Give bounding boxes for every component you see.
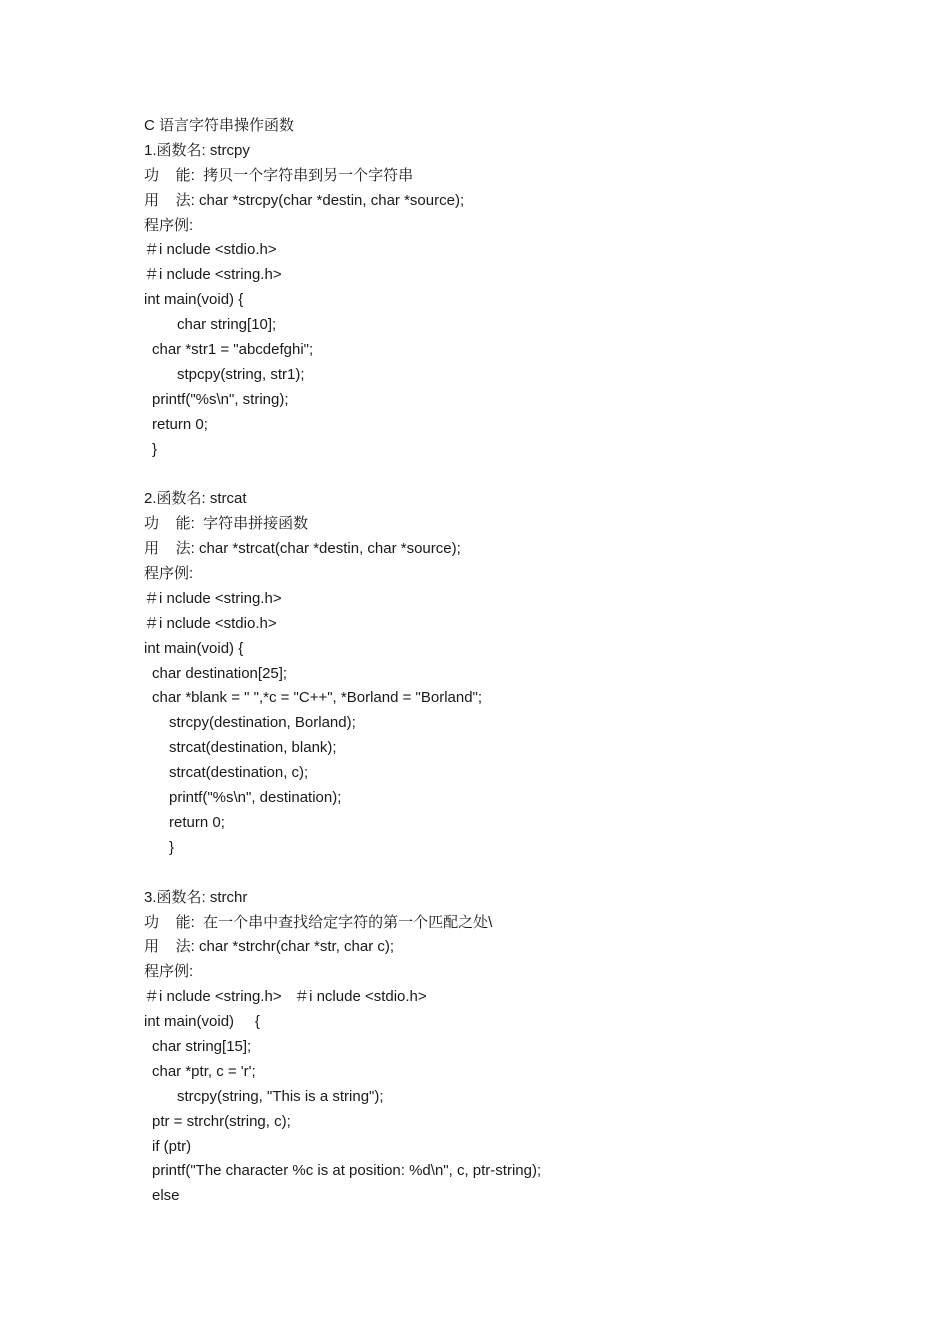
text-line: printf("%s\n", destination); (169, 789, 342, 807)
text-line: 用 法: char *strcpy(char *destin, char *source); (144, 191, 465, 209)
text-line: char string[15]; (152, 1037, 252, 1055)
text-line: 功 能: 拷贝一个字符串到另一个字符串 (144, 166, 414, 184)
text-line: strcat(destination, blank); (169, 739, 337, 757)
text-line: ＃i nclude <string.h> (144, 589, 282, 607)
text-line: if (ptr) (152, 1137, 192, 1155)
text-line: int main(void) { (144, 1013, 260, 1031)
text-line: printf("%s\n", string); (152, 390, 289, 408)
text-line: 用 法: char *strcat(char *destin, char *source); (144, 540, 461, 558)
text-line: strcat(destination, c); (169, 764, 309, 782)
text-line: else (152, 1187, 180, 1205)
text-line: return 0; (169, 813, 225, 831)
text-line: return 0; (152, 415, 208, 433)
text-line: char *str1 = "abcdefghi"; (152, 341, 314, 359)
text-line: 2.函数名: strcat (144, 490, 247, 508)
text-line: ＃i nclude <string.h> (144, 266, 282, 284)
text-line: 功 能: 字符串拼接函数 (144, 515, 309, 533)
text-line: 用 法: char *strchr(char *str, char c); (144, 938, 395, 956)
text-line: ＃i nclude <stdio.h> (144, 614, 277, 632)
text-line: int main(void) { (144, 639, 244, 657)
text-line: C 语言字符串操作函数 (144, 117, 295, 134)
text-line: char string[10]; (177, 316, 277, 334)
text-line: 1.函数名: strcpy (144, 141, 250, 159)
text-line: char destination[25]; (152, 664, 288, 682)
text-line: } (169, 838, 175, 856)
text-line: 程序例: (144, 963, 194, 981)
text-line: char *blank = " ",*c = "C++", *Borland = "Borland"; (152, 689, 483, 707)
text-line: strcpy(destination, Borland); (169, 714, 356, 732)
text-line: strcpy(string, "This is a string"); (177, 1087, 384, 1105)
text-line: ptr = strchr(string, c); (152, 1112, 291, 1130)
text-line: ＃i nclude <stdio.h> (144, 241, 277, 259)
text-line: printf("The character %c is at position: %d\n", c, ptr-string); (152, 1162, 542, 1180)
text-line: char *ptr, c = 'r'; (152, 1062, 256, 1080)
blank-line (0, 462, 950, 487)
text-line: 程序例: (144, 565, 194, 583)
blank-line (0, 861, 950, 886)
text-line: } (152, 440, 158, 458)
text-line: 3.函数名: strchr (144, 888, 248, 906)
text-line: 程序例: (144, 216, 194, 234)
text-line: stpcpy(string, str1); (177, 365, 305, 383)
text-line: ＃i nclude <string.h> ＃i nclude <stdio.h> (144, 988, 427, 1006)
text-line: 功 能: 在一个串中查找给定字符的第一个匹配之处\ (144, 913, 493, 931)
document-body (0, 114, 950, 1209)
text-line: int main(void) { (144, 291, 244, 309)
